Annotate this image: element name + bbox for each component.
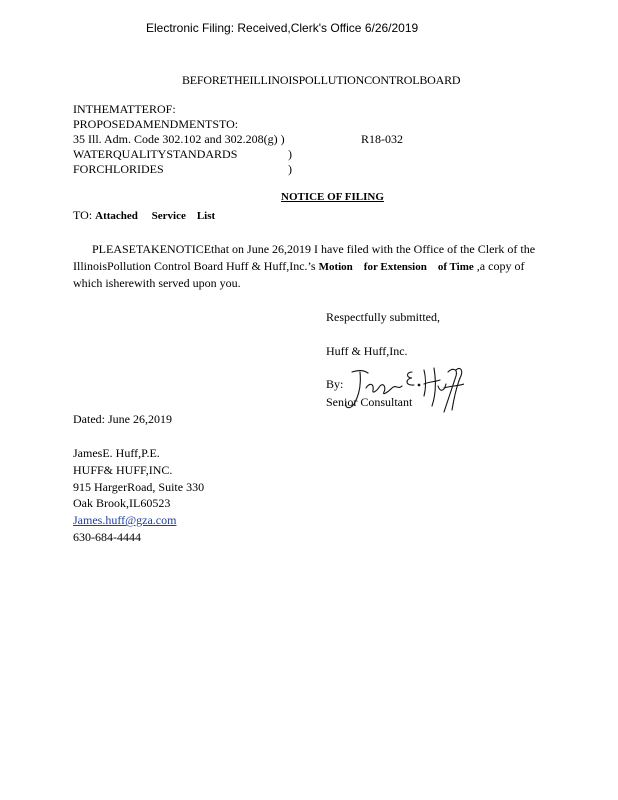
- by-label: By:: [326, 377, 344, 391]
- contact-phone: 630-684-4444: [73, 530, 141, 544]
- caption-line-water-quality: WATERQUALITYSTANDARDS: [73, 147, 238, 161]
- body-line-2-suffix: ,a copy of: [476, 259, 525, 273]
- contact-street: 915 HargerRoad, Suite 330: [73, 480, 205, 494]
- electronic-filing-stamp: Electronic Filing: Received,Clerk's Office 6/26/2019: [146, 21, 419, 35]
- caption-paren: ): [288, 147, 292, 161]
- caption-line-code: 35 Ill. Adm. Code 302.102 and 302.208(g) ): [73, 132, 285, 146]
- respectfully-submitted: Respectfully submitted,: [326, 310, 440, 324]
- signer-title: Senior Consultant: [326, 395, 413, 409]
- body-line-1: PLEASETAKENOTICEthat on June 26,2019 I have filed with the Office of the Clerk of the: [92, 242, 536, 256]
- contact-email-link[interactable]: James.huff@gza.com: [73, 513, 177, 527]
- body-line-2: [73, 258, 524, 276]
- handwritten-signature: [340, 366, 464, 416]
- to-label: TO:: [73, 208, 93, 222]
- contact-city: Oak Brook,IL60523: [73, 496, 171, 510]
- caption-paren: ): [288, 162, 292, 176]
- motion-title: Motion for Extension of Time: [318, 261, 474, 273]
- to-value: Attached Service List: [95, 210, 216, 222]
- contact-name: JamesE. Huff,P.E.: [73, 446, 160, 460]
- notice-heading: NOTICE OF FILING: [281, 191, 384, 203]
- body-line-2-text: IllinoisPollution Control Board Huff & Huff,Inc.’s: [73, 259, 316, 273]
- body-line-3: which isherewith served upon you.: [73, 276, 241, 290]
- signoff-company: Huff & Huff,Inc.: [326, 344, 408, 358]
- docket-number: R18-032: [361, 132, 403, 146]
- contact-company: HUFF& HUFF,INC.: [73, 463, 173, 477]
- caption-line-matter: INTHEMATTEROF:: [73, 102, 176, 116]
- to-line: [73, 208, 215, 223]
- caption-line-proposed: PROPOSEDAMENDMENTSTO:: [73, 117, 239, 131]
- board-title: BEFORETHEILLINOISPOLLUTIONCONTROLBOARD: [182, 73, 461, 87]
- caption-line-chlorides: FORCHLORIDES: [73, 162, 164, 176]
- dated-line: Dated: June 26,2019: [73, 412, 172, 426]
